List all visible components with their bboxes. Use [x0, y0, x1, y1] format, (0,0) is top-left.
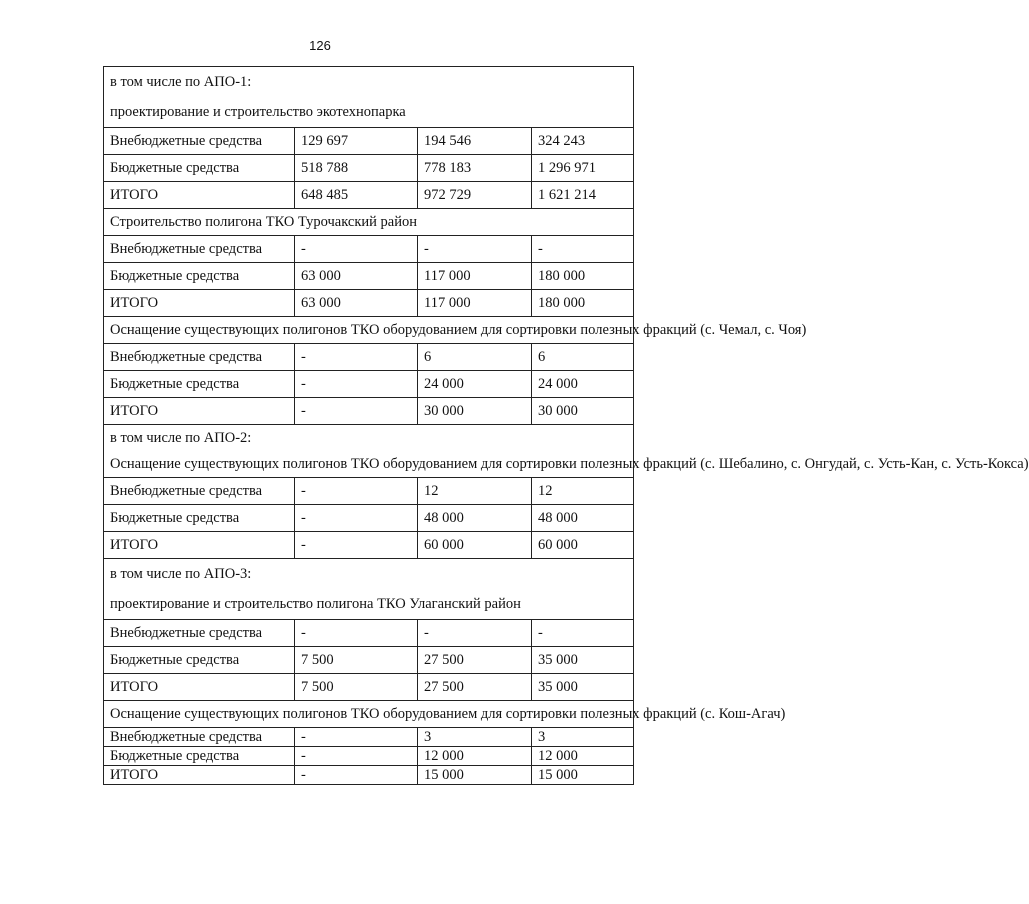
cell-value: 24 000	[532, 371, 634, 398]
heading-line: Строительство полигона ТКО Турочакский район	[110, 214, 418, 230]
row-label: Бюджетные средства	[104, 505, 295, 532]
section-heading	[104, 67, 634, 128]
cell-value: 35 000	[532, 674, 634, 701]
section-heading: Оснащение существующих полигонов ТКО оборудованием для сортировки полезных фракций (с. Кош-Агач)	[104, 701, 634, 728]
cell-value: 63 000	[295, 263, 418, 290]
cell-value: 63 000	[295, 290, 418, 317]
table-row	[104, 620, 634, 647]
table-row	[104, 505, 634, 532]
table-row	[104, 128, 634, 155]
cell-value: -	[532, 620, 634, 647]
cell-value: 117 000	[418, 263, 532, 290]
cell-value: 12	[418, 478, 532, 505]
cell-value: 7 500	[295, 647, 418, 674]
cell-value: 1 621 214	[532, 182, 634, 209]
section-heading: Оснащение существующих полигонов ТКО оборудованием для сортировки полезных фракций (с. Чемал, с. Чоя)	[104, 317, 634, 344]
table-row	[104, 371, 634, 398]
cell-value: 7 500	[295, 674, 418, 701]
table-row	[104, 182, 634, 209]
table-row	[104, 728, 634, 747]
cell-value: -	[295, 532, 418, 559]
section-heading	[104, 425, 1029, 478]
section-heading	[104, 209, 634, 236]
cell-value: 27 500	[418, 674, 532, 701]
cell-value: 129 697	[295, 128, 418, 155]
table-row	[104, 478, 634, 505]
cell-value: 30 000	[418, 398, 532, 425]
section-heading-row	[104, 317, 634, 344]
cell-value: 6	[532, 344, 634, 371]
cell-value: -	[295, 236, 418, 263]
cell-value: 180 000	[532, 290, 634, 317]
cell-value: -	[295, 747, 418, 766]
section-heading-row	[104, 67, 634, 128]
cell-value: 3	[418, 728, 532, 747]
table-row	[104, 647, 634, 674]
table-row	[104, 344, 634, 371]
cell-value: 15 000	[418, 766, 532, 785]
row-label: ИТОГО	[104, 532, 295, 559]
row-label: Внебюджетные средства	[104, 728, 295, 747]
table-row	[104, 236, 634, 263]
cell-value: 6	[418, 344, 532, 371]
cell-value: -	[295, 620, 418, 647]
table-row	[104, 398, 634, 425]
table-row	[104, 532, 634, 559]
cell-value: 48 000	[418, 505, 532, 532]
table-row	[104, 766, 634, 785]
funding-table	[103, 66, 1029, 785]
cell-value: 3	[532, 728, 634, 747]
cell-value: 518 788	[295, 155, 418, 182]
row-label: ИТОГО	[104, 674, 295, 701]
cell-value: 1 296 971	[532, 155, 634, 182]
cell-value: -	[295, 728, 418, 747]
row-label: Внебюджетные средства	[104, 620, 295, 647]
row-label: Внебюджетные средства	[104, 236, 295, 263]
cell-value: -	[295, 478, 418, 505]
cell-value: 778 183	[418, 155, 532, 182]
section-heading-row	[104, 209, 634, 236]
cell-value: 972 729	[418, 182, 532, 209]
row-label: Бюджетные средства	[104, 647, 295, 674]
row-label: ИТОГО	[104, 182, 295, 209]
row-label: Внебюджетные средства	[104, 478, 295, 505]
section-heading-row	[104, 559, 634, 620]
cell-value: 12	[532, 478, 634, 505]
cell-value: 48 000	[532, 505, 634, 532]
cell-value: -	[295, 766, 418, 785]
heading-line: проектирование и строительство полигона ТКО Улаганский район	[110, 596, 521, 612]
row-label: Внебюджетные средства	[104, 344, 295, 371]
section-heading-row	[104, 425, 634, 478]
cell-value: 194 546	[418, 128, 532, 155]
heading-line: в том числе по АПО-1:	[110, 74, 252, 90]
cell-value: -	[295, 398, 418, 425]
heading-line: Оснащение существующих полигонов ТКО оборудованием для сортировки полезных фракций (с. Шебалино, с. Онгудай, с. Усть-Кан, с. Усть-Кокса)	[110, 456, 1029, 472]
heading-line: в том числе по АПО-3:	[110, 566, 252, 582]
cell-value: -	[418, 620, 532, 647]
page-number: 126	[309, 38, 331, 53]
row-label: ИТОГО	[104, 398, 295, 425]
table-row	[104, 155, 634, 182]
cell-value: 648 485	[295, 182, 418, 209]
heading-line: в том числе по АПО-2:	[110, 430, 252, 446]
section-heading	[104, 559, 634, 620]
row-label: Бюджетные средства	[104, 155, 295, 182]
heading-line: проектирование и строительство экотехнопарка	[110, 104, 406, 120]
row-label: Внебюджетные средства	[104, 128, 295, 155]
table-row	[104, 674, 634, 701]
cell-value: 60 000	[418, 532, 532, 559]
table-row	[104, 263, 634, 290]
cell-value: 35 000	[532, 647, 634, 674]
row-label: ИТОГО	[104, 766, 295, 785]
cell-value: 117 000	[418, 290, 532, 317]
cell-value: 324 243	[532, 128, 634, 155]
cell-value: -	[532, 236, 634, 263]
section-heading-row	[104, 701, 634, 728]
table-row	[104, 747, 634, 766]
cell-value: -	[295, 344, 418, 371]
cell-value: -	[418, 236, 532, 263]
row-label: Бюджетные средства	[104, 371, 295, 398]
row-label: Бюджетные средства	[104, 747, 295, 766]
table-row	[104, 290, 634, 317]
cell-value: 15 000	[532, 766, 634, 785]
cell-value: 180 000	[532, 263, 634, 290]
cell-value: 24 000	[418, 371, 532, 398]
cell-value: -	[295, 371, 418, 398]
cell-value: 12 000	[532, 747, 634, 766]
cell-value: 60 000	[532, 532, 634, 559]
cell-value: 27 500	[418, 647, 532, 674]
cell-value: 12 000	[418, 747, 532, 766]
row-label: Бюджетные средства	[104, 263, 295, 290]
row-label: ИТОГО	[104, 290, 295, 317]
cell-value: -	[295, 505, 418, 532]
cell-value: 30 000	[532, 398, 634, 425]
